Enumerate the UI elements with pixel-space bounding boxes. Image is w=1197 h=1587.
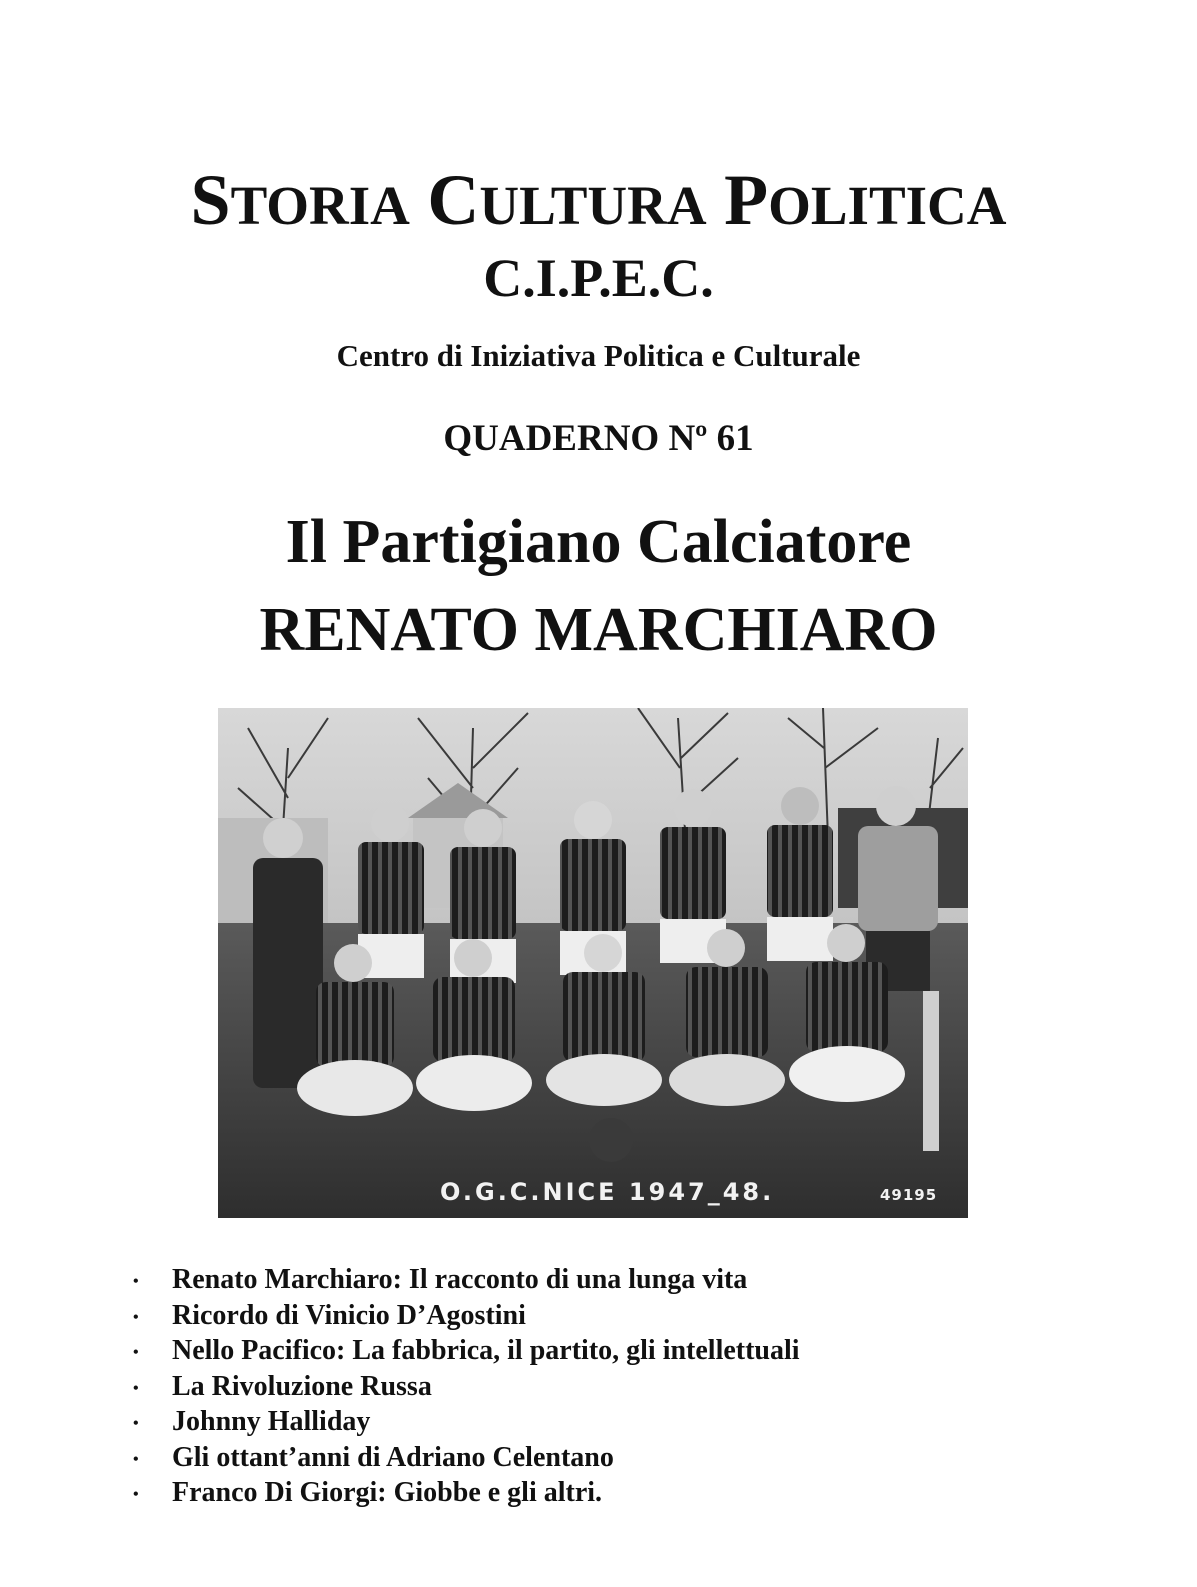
series-title: [0, 160, 1197, 246]
organization-acronym: C.I.P.E.C.: [483, 248, 714, 308]
list-item-text: Ricordo di Vinicio D’Agostini: [172, 1299, 526, 1331]
series-title-initial: P: [724, 160, 769, 240]
series-title-word: OLITICA: [768, 175, 1007, 236]
list-item: [130, 1262, 800, 1298]
list-item: [130, 1475, 800, 1511]
bullet-icon: •: [133, 1415, 139, 1432]
issue-number: QUADERNO Nº 61: [443, 418, 754, 459]
list-item-text: Renato Marchiaro: Il racconto di una lunga vita: [172, 1264, 748, 1295]
list-item: [130, 1404, 800, 1440]
list-item-text: Johnny Halliday: [172, 1406, 371, 1437]
series-title-word: ULTURA: [479, 175, 707, 236]
list-item-text: Nello Pacifico: La fabbrica, il partito, gli intellettuali: [172, 1335, 800, 1366]
bullet-icon: •: [133, 1308, 139, 1326]
list-item-text: La Rivoluzione Russa: [172, 1370, 432, 1402]
bullet-icon: •: [133, 1344, 139, 1361]
series-title-initial: S: [190, 160, 231, 240]
bullet-icon: •: [133, 1379, 139, 1397]
bullet-icon: •: [133, 1450, 139, 1468]
bullet-icon: •: [133, 1273, 139, 1290]
list-item-text: Franco Di Giorgi: Giobbe e gli altri.: [172, 1477, 603, 1508]
list-item: [130, 1333, 800, 1369]
list-item-text: Gli ottant’anni di Adriano Celentano: [172, 1441, 614, 1473]
photo-caption: O.G.C.NICE 1947_48.: [440, 1178, 775, 1206]
list-item: [130, 1369, 800, 1405]
photo-number: 49195: [880, 1186, 938, 1204]
organization-full-name: Centro di Iniziativa Politica e Culturale: [336, 338, 861, 373]
team-photo-illustration: [218, 708, 968, 1218]
list-item: [130, 1440, 800, 1476]
contents-list: [130, 1262, 800, 1511]
document-subtitle: RENATO MARCHIARO: [259, 596, 938, 664]
team-photo: [218, 708, 968, 1218]
list-item: [130, 1298, 800, 1334]
series-title-initial: C: [427, 160, 480, 240]
document-title: Il Partigiano Calciatore: [285, 508, 912, 576]
series-title-word: TORIA: [230, 175, 410, 236]
bullet-icon: •: [133, 1486, 139, 1503]
